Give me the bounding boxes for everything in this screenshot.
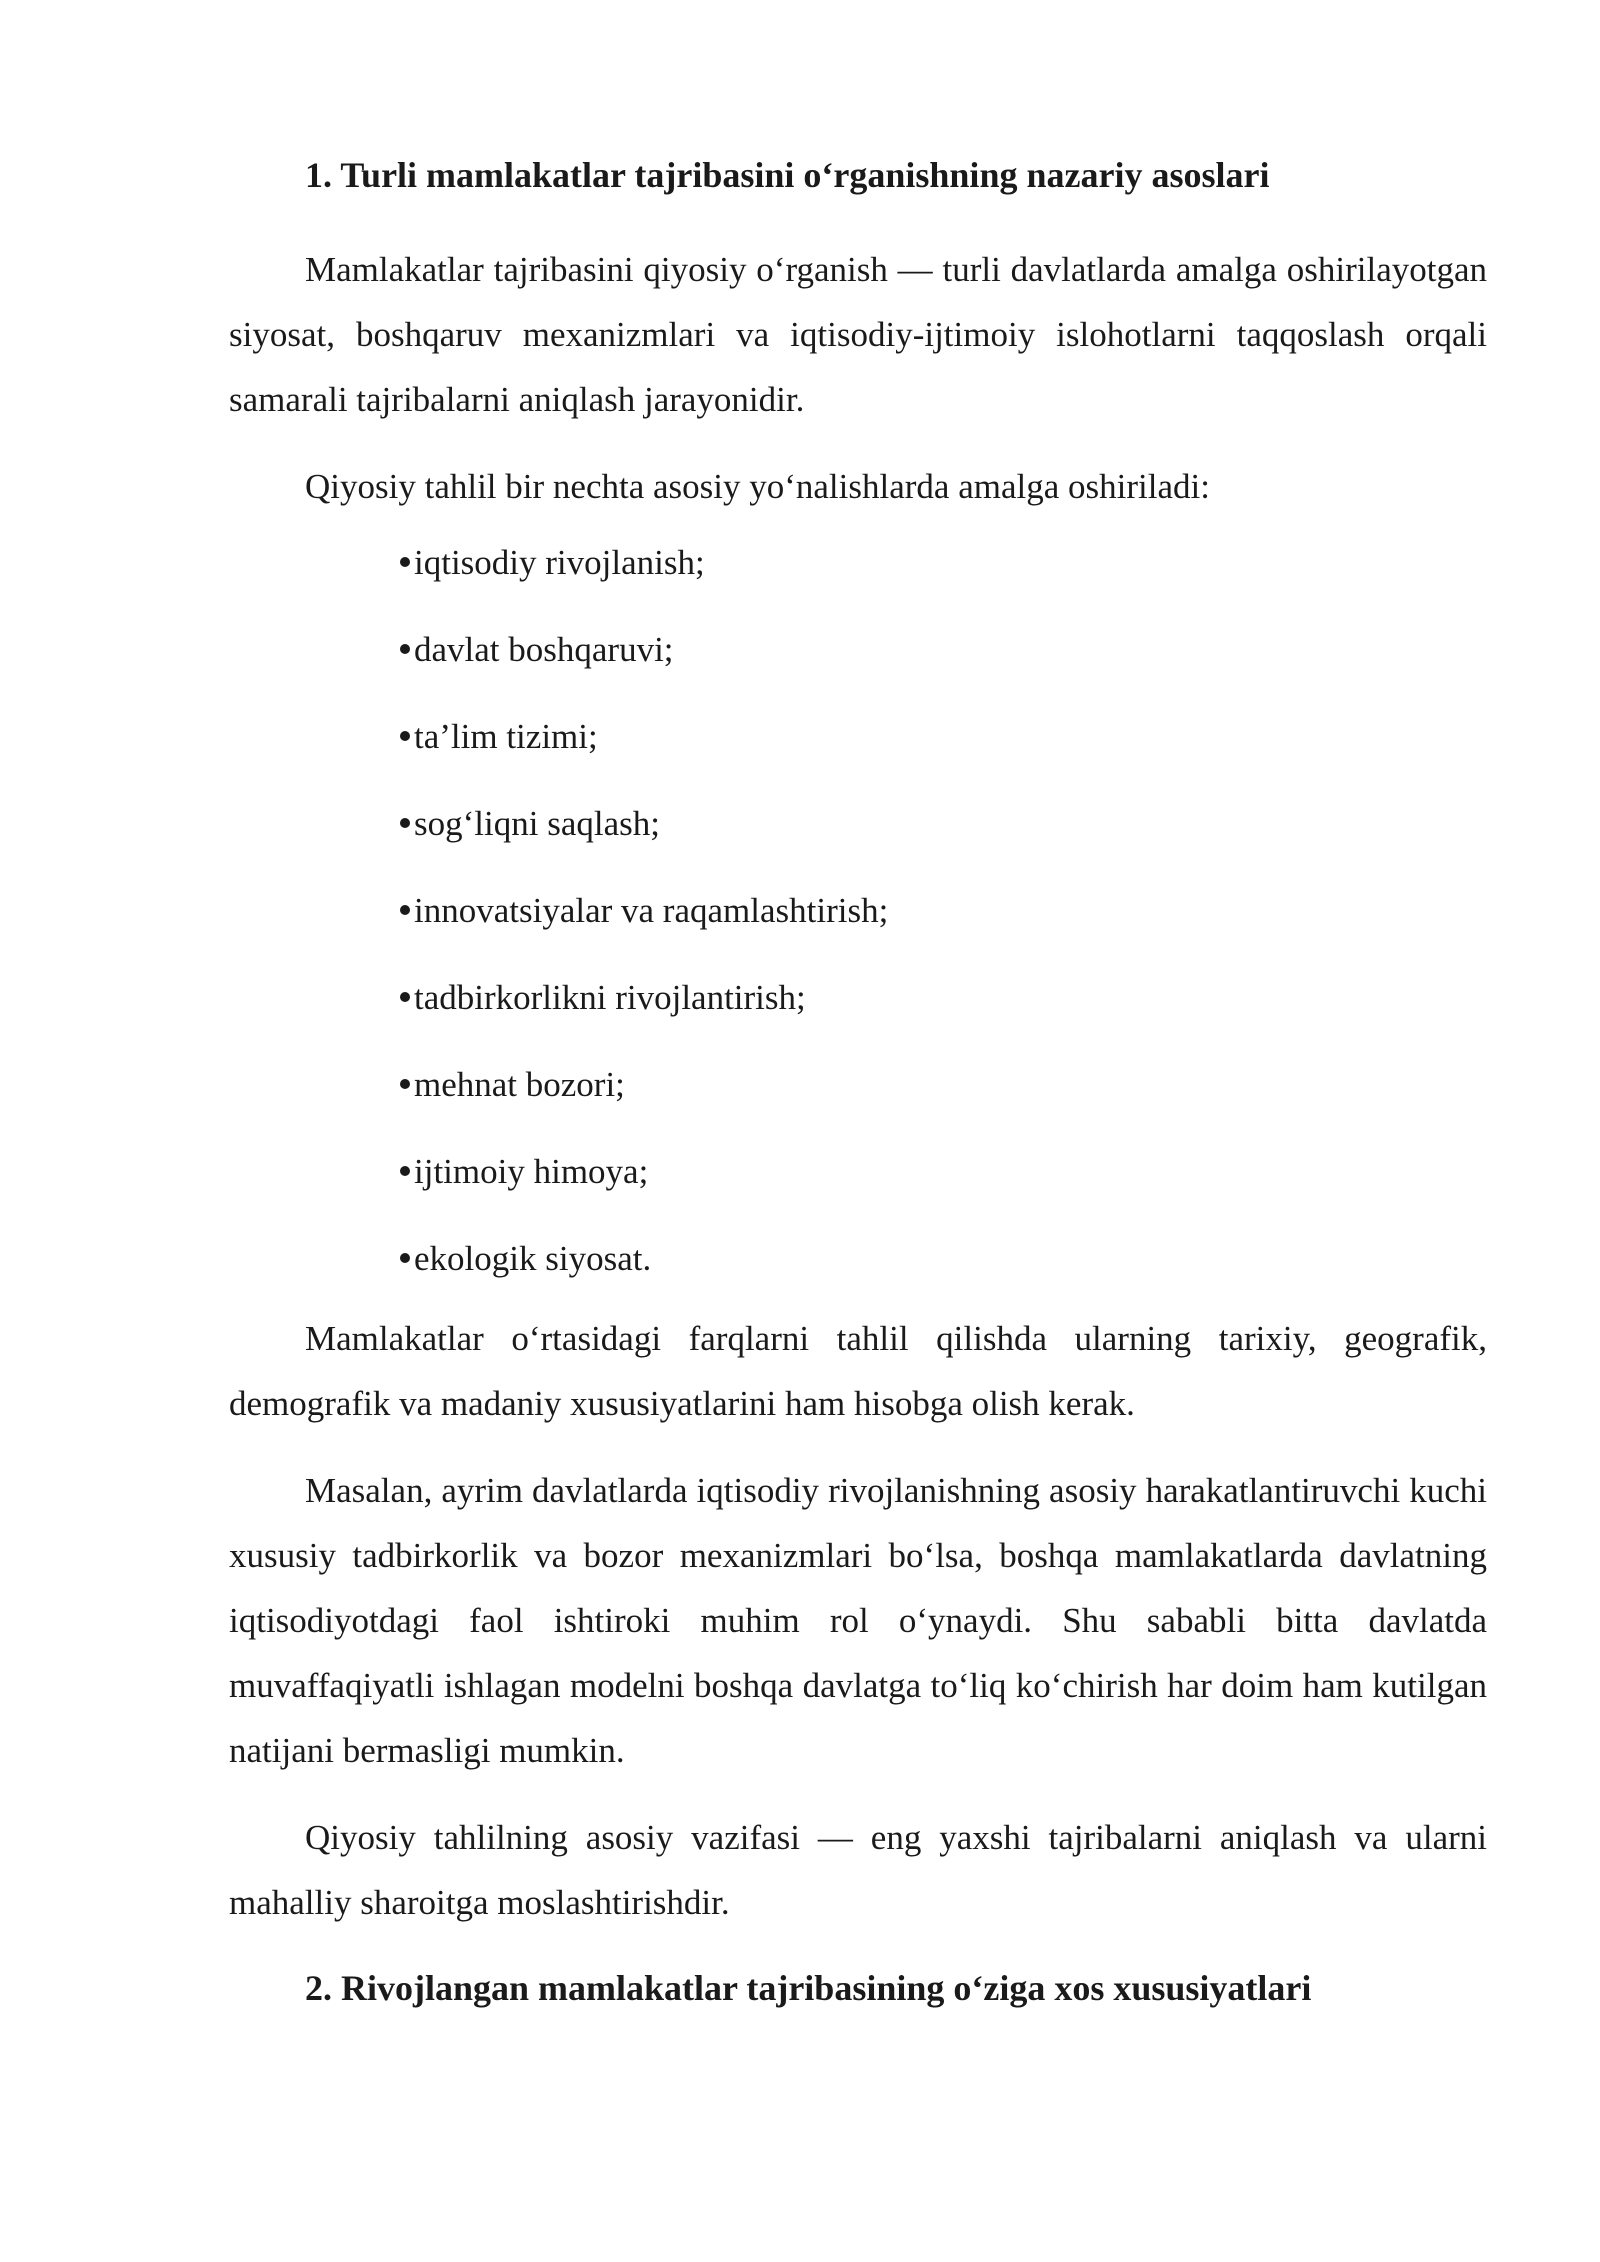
directions-list — [229, 519, 1487, 1302]
spacer — [229, 432, 1487, 454]
bullet-icon — [400, 818, 410, 828]
bullet-icon — [400, 644, 410, 654]
list-item: mehnat bozori; — [229, 1041, 1487, 1128]
paragraph-differences: Mamlakatlar o‘rtasidagi farqlarni tahlil qilishda ularning tarixiy, geografik, demografik va madaniy xususiyatlarini ham hisobga olish kerak. — [229, 1319, 1487, 1423]
list-item: ta’lim tizimi; — [229, 693, 1487, 780]
section-heading-1: 1. Turli mamlakatlar tajribasini o‘rganishning nazariy asoslari — [305, 155, 1270, 195]
list-item: ijtimoiy himoya; — [229, 1128, 1487, 1215]
list-item: innovatsiyalar va raqamlashtirish; — [229, 867, 1487, 954]
bullet-icon — [400, 1166, 410, 1176]
spacer — [229, 1783, 1487, 1805]
bullet-icon — [400, 557, 410, 567]
spacer — [229, 200, 1487, 237]
section-heading-2: 2. Rivojlangan mamlakatlar tajribasining o‘ziga xos xususiyatlari — [305, 1968, 1312, 2008]
paragraph-intro: Mamlakatlar tajribasini qiyosiy o‘rganish — turli davlatlarda amalga oshirilayotgan siyosat, boshqaruv mexanizmlari va iqtisodiy-ijtimoiy islohotlarni taqqoslash orqali samarali tajribalarni aniqlash jarayonidir. — [229, 250, 1487, 419]
bullet-icon — [400, 1253, 410, 1263]
bullet-icon — [400, 905, 410, 915]
list-item: davlat boshqaruvi; — [229, 606, 1487, 693]
spacer — [229, 1436, 1487, 1458]
bullet-icon — [400, 992, 410, 1002]
bullet-icon — [400, 1079, 410, 1089]
bullet-icon — [400, 731, 410, 741]
list-item: iqtisodiy rivojlanish; — [229, 519, 1487, 606]
paragraph-directions-lead: Qiyosiy tahlil bir nechta asosiy yo‘nalishlarda amalga oshiriladi: — [305, 467, 1210, 506]
document-page — [229, 150, 1487, 2013]
paragraph-task: Qiyosiy tahlilning asosiy vazifasi — eng yaxshi tajribalarni aniqlash va ularni mahalliy sharoitga moslashtirishdir. — [229, 1818, 1487, 1922]
paragraph-example: Masalan, ayrim davlatlarda iqtisodiy rivojlanishning asosiy harakatlantiruvchi kuchi xususiy tadbirkorlik va bozor mexanizmlari bo‘lsa, boshqa mamlakatlarda davlatning iqtisodiyotdagi faol ishtiroki muhim rol o‘ynaydi. Shu sababli bitta davlatda muvaffaqiyatli ishlagan modelni boshqa davlatga to‘liq ko‘chirish har doim ham kutilgan natijani bermasligi mumkin. — [229, 1471, 1487, 1770]
list-item: tadbirkorlikni rivojlantirish; — [229, 954, 1487, 1041]
list-item: ekologik siyosat. — [229, 1215, 1487, 1302]
list-item: sog‘liqni saqlash; — [229, 780, 1487, 867]
spacer — [229, 1935, 1487, 1963]
